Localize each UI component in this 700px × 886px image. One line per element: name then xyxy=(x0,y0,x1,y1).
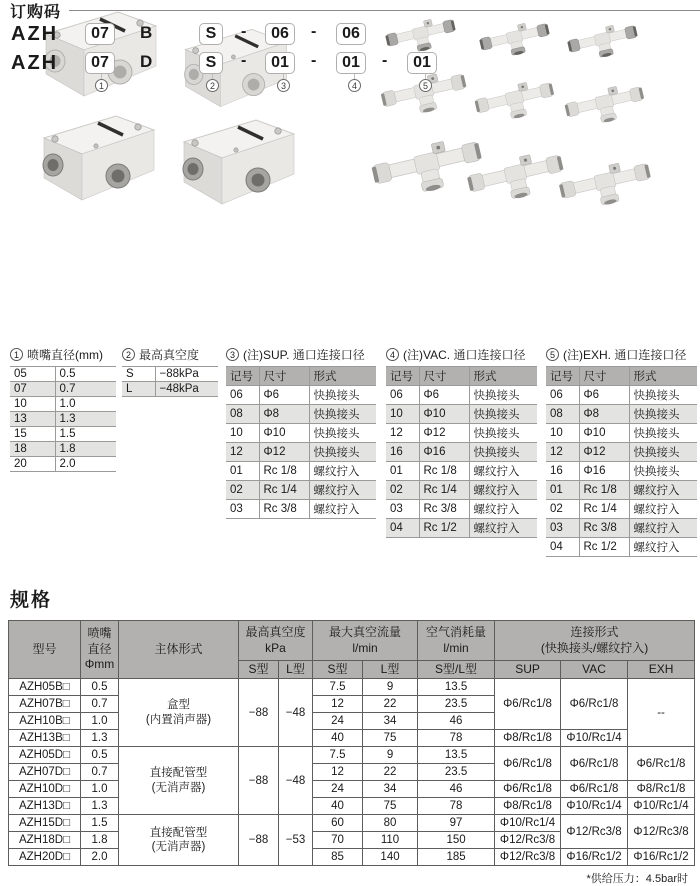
supply-pressure-footnote: *供给压力：4.5bar时 xyxy=(586,873,688,885)
type-cell: 螺纹拧入 xyxy=(469,462,537,481)
marker-circled-1: 1 xyxy=(95,79,108,92)
air-cell: 13.5 xyxy=(418,679,495,696)
value-cell: 1.0 xyxy=(55,397,116,412)
model-cell: AZH07D□ xyxy=(9,764,81,781)
air-cell: 23.5 xyxy=(418,764,495,781)
size-cell: Φ10 xyxy=(419,405,469,424)
spec-row xyxy=(9,849,695,866)
size-cell: Φ16 xyxy=(419,443,469,462)
code-cell: 12 xyxy=(386,424,419,443)
vacuum-code-box: S xyxy=(199,52,223,74)
sup-cell: Φ8/Rc1/8 xyxy=(495,798,561,815)
flow-l-cell: 34 xyxy=(363,713,418,730)
model-cell: AZH10D□ xyxy=(9,781,81,798)
exh-cell: Φ12/Rc3/8 xyxy=(628,815,695,849)
code-dash: - xyxy=(311,23,317,40)
code-cell: 06 xyxy=(386,386,419,405)
nozzle-code-box: 07 xyxy=(85,23,115,45)
air-cell: 46 xyxy=(418,713,495,730)
flow-s-cell: 40 xyxy=(313,798,363,815)
code-cell: 13 xyxy=(10,412,55,427)
series-prefix: AZH xyxy=(11,52,59,74)
type-cell: 快换接头 xyxy=(309,424,376,443)
flow-l-cell: 75 xyxy=(363,730,418,747)
body-type-cell: 直接配管型 (无消声器) xyxy=(119,815,239,866)
type-cell: 螺纹拧入 xyxy=(309,481,376,500)
size-cell: Rc 1/4 xyxy=(579,500,629,519)
size-cell: Φ6 xyxy=(579,386,629,405)
series-prefix: AZH xyxy=(11,23,59,45)
marker-circled-4: 4 xyxy=(386,348,399,361)
size-cell: Φ10 xyxy=(259,424,309,443)
order-code-section xyxy=(0,0,700,96)
type-cell: 快换接头 xyxy=(469,386,537,405)
size-cell: Rc 3/8 xyxy=(259,500,309,519)
subheader-sl-type: S型/L型 xyxy=(418,661,495,679)
spec-table xyxy=(8,620,695,866)
flow-l-cell: 140 xyxy=(363,849,418,866)
vac-cell: Φ10/Rc1/4 xyxy=(561,730,628,747)
sup-port-code-box: 06 xyxy=(265,23,295,45)
nozzle-cell: 2.0 xyxy=(81,849,119,866)
code-cell: 01 xyxy=(226,462,259,481)
tee-ejector-photo-9 xyxy=(557,157,654,215)
air-cell: 150 xyxy=(418,832,495,849)
header-max-flow: 最大真空流量 l/min xyxy=(313,621,418,661)
code-cell: 02 xyxy=(226,481,259,500)
order-title-rule xyxy=(69,10,700,11)
spec-row xyxy=(9,798,695,815)
exh-cell: Φ16/Rc1/2 xyxy=(628,849,695,866)
type-cell: 快换接头 xyxy=(469,424,537,443)
vacuum-l-cell: −48 xyxy=(279,679,313,747)
table-title xyxy=(386,346,537,363)
spec-row xyxy=(9,781,695,798)
air-cell: 78 xyxy=(418,730,495,747)
code-cell: 10 xyxy=(386,405,419,424)
size-cell: Rc 1/2 xyxy=(579,538,629,557)
value-cell: 1.5 xyxy=(55,427,116,442)
flow-s-cell: 7.5 xyxy=(313,679,363,696)
flow-l-cell: 9 xyxy=(363,679,418,696)
code-cell: 08 xyxy=(546,405,579,424)
code-cell: 18 xyxy=(10,442,55,457)
size-cell: Rc 1/2 xyxy=(419,519,469,538)
vac-cell: Φ12/Rc3/8 xyxy=(561,815,628,849)
tee-ejector-photo-7 xyxy=(369,134,486,203)
nozzle-diameter-table xyxy=(10,346,116,472)
size-cell: Φ12 xyxy=(419,424,469,443)
air-cell: 13.5 xyxy=(418,747,495,764)
flow-l-cell: 80 xyxy=(363,815,418,832)
col-header: 形式 xyxy=(309,367,376,386)
marker-circled-1: 1 xyxy=(10,348,23,361)
vac-cell: Φ6/Rc1/8 xyxy=(561,781,628,798)
body-type-code: B xyxy=(140,23,153,42)
size-cell: Φ6 xyxy=(259,386,309,405)
size-cell: Φ16 xyxy=(579,462,629,481)
model-cell: AZH18D□ xyxy=(9,832,81,849)
type-cell: 快换接头 xyxy=(469,443,537,462)
type-cell: 螺纹拧入 xyxy=(309,462,376,481)
type-cell: 快换接头 xyxy=(469,405,537,424)
type-cell: 螺纹拧入 xyxy=(469,519,537,538)
sup-cell: Φ12/Rc3/8 xyxy=(495,832,561,849)
code-cell: 15 xyxy=(10,427,55,442)
type-cell: 螺纹拧入 xyxy=(629,538,697,557)
value-cell: 0.7 xyxy=(55,382,116,397)
size-cell: Φ8 xyxy=(579,405,629,424)
col-header: 尺寸 xyxy=(579,367,629,386)
table-title xyxy=(122,346,218,363)
header-nozzle: 喷嘴 直径 Φmm xyxy=(81,621,119,679)
size-cell: Rc 3/8 xyxy=(579,519,629,538)
col-header: 记号 xyxy=(386,367,419,386)
body-type-cell: 直接配管型 (无消声器) xyxy=(119,747,239,815)
marker-circled-4: 4 xyxy=(348,79,361,92)
code-cell: 06 xyxy=(546,386,579,405)
size-cell: Φ12 xyxy=(259,443,309,462)
body-type-cell: 盒型 (内置消声器) xyxy=(119,679,239,747)
flow-l-cell: 22 xyxy=(363,696,418,713)
nozzle-cell: 1.3 xyxy=(81,730,119,747)
type-cell: 快换接头 xyxy=(309,386,376,405)
nozzle-cell: 1.0 xyxy=(81,781,119,798)
exh-port-table xyxy=(546,346,697,557)
sup-port-code-box: 01 xyxy=(265,52,295,74)
vacuum-s-cell: −88 xyxy=(239,815,279,866)
box-ejector-photo-3 xyxy=(43,116,154,200)
code-dash: - xyxy=(311,52,317,69)
value-cell: 1.3 xyxy=(55,412,116,427)
code-cell: 16 xyxy=(386,443,419,462)
table-title xyxy=(546,346,697,363)
size-cell: Rc 1/4 xyxy=(419,481,469,500)
nozzle-cell: 0.7 xyxy=(81,696,119,713)
code-cell: 12 xyxy=(546,443,579,462)
code-cell: 12 xyxy=(226,443,259,462)
spec-row xyxy=(9,815,695,832)
table-title-text: (注)VAC. 通口连接口径 xyxy=(403,348,526,362)
code-cell: 10 xyxy=(546,424,579,443)
type-cell: 快换接头 xyxy=(309,443,376,462)
air-cell: 46 xyxy=(418,781,495,798)
col-header: 记号 xyxy=(226,367,259,386)
vac-port-table xyxy=(386,346,537,538)
type-cell: 快换接头 xyxy=(629,462,697,481)
subheader-l-type: L型 xyxy=(363,661,418,679)
marker-circled-2: 2 xyxy=(122,348,135,361)
size-cell: Rc 3/8 xyxy=(419,500,469,519)
header-air-consumption: 空气消耗量 l/min xyxy=(418,621,495,661)
marker-circled-2: 2 xyxy=(206,79,219,92)
type-cell: 螺纹拧入 xyxy=(629,500,697,519)
air-cell: 23.5 xyxy=(418,696,495,713)
table-title-text: (注)EXH. 通口连接口径 xyxy=(563,348,687,362)
code-cell: 05 xyxy=(10,367,55,382)
code-cell: 20 xyxy=(10,457,55,472)
code-cell: 06 xyxy=(226,386,259,405)
flow-s-cell: 12 xyxy=(313,696,363,713)
max-vacuum-table xyxy=(122,346,218,397)
order-code-row-1 xyxy=(0,20,700,49)
vacuum-l-cell: −48 xyxy=(279,747,313,815)
code-cell: 08 xyxy=(226,405,259,424)
exh-cell: Φ6/Rc1/8 xyxy=(628,747,695,781)
size-cell: Rc 1/8 xyxy=(419,462,469,481)
vac-port-code-box: 06 xyxy=(336,23,366,45)
value-cell: 2.0 xyxy=(55,457,116,472)
vac-cell: Φ10/Rc1/4 xyxy=(561,798,628,815)
subheader-exh: EXH xyxy=(628,661,695,679)
box-ejector-photo-4 xyxy=(183,120,294,204)
code-cell: 07 xyxy=(10,382,55,397)
vacuum-s-cell: −88 xyxy=(239,679,279,747)
code-cell: 01 xyxy=(386,462,419,481)
vac-cell: Φ6/Rc1/8 xyxy=(561,679,628,730)
nozzle-cell: 0.5 xyxy=(81,679,119,696)
header-connection: 连接形式 (快换接头/螺纹拧入) xyxy=(495,621,695,661)
code-cell: 04 xyxy=(386,519,419,538)
flow-s-cell: 12 xyxy=(313,764,363,781)
order-code-title: 订购码 xyxy=(10,3,62,21)
value-cell: −88kPa xyxy=(155,367,218,382)
nozzle-cell: 0.5 xyxy=(81,747,119,764)
subheader-vac: VAC xyxy=(561,661,628,679)
flow-s-cell: 70 xyxy=(313,832,363,849)
spec-row xyxy=(9,747,695,764)
size-cell: Φ6 xyxy=(419,386,469,405)
vac-port-code-box: 01 xyxy=(336,52,366,74)
type-cell: 螺纹拧入 xyxy=(629,481,697,500)
code-lookup-tables xyxy=(0,346,700,581)
type-cell: 螺纹拧入 xyxy=(469,481,537,500)
body-type-code: D xyxy=(140,52,153,71)
code-cell: 10 xyxy=(10,397,55,412)
table-title-text: (注)SUP. 通口连接口径 xyxy=(243,348,365,362)
nozzle-code-box: 07 xyxy=(85,52,115,74)
code-cell: 03 xyxy=(546,519,579,538)
model-cell: AZH10B□ xyxy=(9,713,81,730)
flow-s-cell: 40 xyxy=(313,730,363,747)
sup-cell: Φ6/Rc1/8 xyxy=(495,679,561,730)
subheader-l-type: L型 xyxy=(279,661,313,679)
marker-circled-3: 3 xyxy=(277,79,290,92)
vac-cell: Φ16/Rc1/2 xyxy=(561,849,628,866)
size-cell: Φ10 xyxy=(579,424,629,443)
size-cell: Rc 1/8 xyxy=(579,481,629,500)
flow-s-cell: 60 xyxy=(313,815,363,832)
code-cell: 02 xyxy=(386,481,419,500)
exh-cell: Φ10/Rc1/4 xyxy=(628,798,695,815)
type-cell: 快换接头 xyxy=(629,386,697,405)
code-cell: 10 xyxy=(226,424,259,443)
flow-l-cell: 110 xyxy=(363,832,418,849)
flow-s-cell: 24 xyxy=(313,713,363,730)
model-cell: AZH13D□ xyxy=(9,798,81,815)
vac-cell: Φ6/Rc1/8 xyxy=(561,747,628,781)
sup-cell: Φ6/Rc1/8 xyxy=(495,781,561,798)
spec-section xyxy=(0,585,700,886)
nozzle-cell: 1.3 xyxy=(81,798,119,815)
model-cell: AZH13B□ xyxy=(9,730,81,747)
order-code-row-2 xyxy=(0,49,700,78)
code-dash: - xyxy=(241,52,247,69)
col-header: 形式 xyxy=(469,367,537,386)
type-cell: 快换接头 xyxy=(629,405,697,424)
model-cell: AZH15D□ xyxy=(9,815,81,832)
code-cell: 03 xyxy=(226,500,259,519)
nozzle-cell: 1.8 xyxy=(81,832,119,849)
header-body-type: 主体形式 xyxy=(119,621,239,679)
spec-row xyxy=(9,730,695,747)
type-cell: 快换接头 xyxy=(629,443,697,462)
value-cell: 0.5 xyxy=(55,367,116,382)
model-cell: AZH05D□ xyxy=(9,747,81,764)
marker-circled-5: 5 xyxy=(546,348,559,361)
flow-l-cell: 9 xyxy=(363,747,418,764)
sup-cell: Φ10/Rc1/4 xyxy=(495,815,561,832)
subheader-s-type: S型 xyxy=(313,661,363,679)
code-cell: 03 xyxy=(386,500,419,519)
header-max-vacuum: 最高真空度 kPa xyxy=(239,621,313,661)
code-cell: 01 xyxy=(546,481,579,500)
code-cell: S xyxy=(122,367,155,382)
nozzle-cell: 1.5 xyxy=(81,815,119,832)
code-cell: 16 xyxy=(546,462,579,481)
vacuum-s-cell: −88 xyxy=(239,747,279,815)
flow-l-cell: 34 xyxy=(363,781,418,798)
exh-cell: Φ8/Rc1/8 xyxy=(628,781,695,798)
size-cell: Φ12 xyxy=(579,443,629,462)
model-cell: AZH07B□ xyxy=(9,696,81,713)
exh-cell: -- xyxy=(628,679,695,747)
value-cell: −48kPa xyxy=(155,382,218,397)
size-cell: Rc 1/8 xyxy=(259,462,309,481)
air-cell: 185 xyxy=(418,849,495,866)
col-header: 尺寸 xyxy=(259,367,309,386)
value-cell: 1.8 xyxy=(55,442,116,457)
type-cell: 螺纹拧入 xyxy=(469,500,537,519)
col-header: 形式 xyxy=(629,367,697,386)
code-cell: L xyxy=(122,382,155,397)
code-dash: - xyxy=(382,52,388,69)
spec-row xyxy=(9,679,695,696)
air-cell: 97 xyxy=(418,815,495,832)
flow-s-cell: 24 xyxy=(313,781,363,798)
subheader-sup: SUP xyxy=(495,661,561,679)
type-cell: 螺纹拧入 xyxy=(309,500,376,519)
flow-l-cell: 75 xyxy=(363,798,418,815)
type-cell: 快换接头 xyxy=(629,424,697,443)
nozzle-cell: 0.7 xyxy=(81,764,119,781)
size-cell: Φ8 xyxy=(259,405,309,424)
model-cell: AZH20D□ xyxy=(9,849,81,866)
marker-circled-5: 5 xyxy=(419,79,432,92)
header-model: 型号 xyxy=(9,621,81,679)
sup-cell: Φ8/Rc1/8 xyxy=(495,730,561,747)
sup-port-table xyxy=(226,346,376,519)
air-cell: 78 xyxy=(418,798,495,815)
order-code-markers xyxy=(0,78,700,96)
table-title-text: 喷嘴直径(mm) xyxy=(27,348,103,362)
vacuum-l-cell: −53 xyxy=(279,815,313,866)
size-cell: Rc 1/4 xyxy=(259,481,309,500)
model-cell: AZH05B□ xyxy=(9,679,81,696)
flow-l-cell: 22 xyxy=(363,764,418,781)
exh-port-code-box: 01 xyxy=(407,52,437,74)
table-title xyxy=(226,346,376,363)
code-cell: 04 xyxy=(546,538,579,557)
flow-s-cell: 7.5 xyxy=(313,747,363,764)
col-header: 记号 xyxy=(546,367,579,386)
sup-cell: Φ12/Rc3/8 xyxy=(495,849,561,866)
flow-s-cell: 85 xyxy=(313,849,363,866)
subheader-s-type: S型 xyxy=(239,661,279,679)
type-cell: 快换接头 xyxy=(309,405,376,424)
code-cell: 02 xyxy=(546,500,579,519)
marker-circled-3: 3 xyxy=(226,348,239,361)
type-cell: 螺纹拧入 xyxy=(629,519,697,538)
col-header: 尺寸 xyxy=(419,367,469,386)
nozzle-cell: 1.0 xyxy=(81,713,119,730)
table-title xyxy=(10,346,116,363)
code-dash: - xyxy=(241,23,247,40)
spec-title: 规格 xyxy=(10,590,53,611)
vacuum-code-box: S xyxy=(199,23,223,45)
sup-cell: Φ6/Rc1/8 xyxy=(495,747,561,781)
table-title-text: 最高真空度 xyxy=(139,348,200,362)
